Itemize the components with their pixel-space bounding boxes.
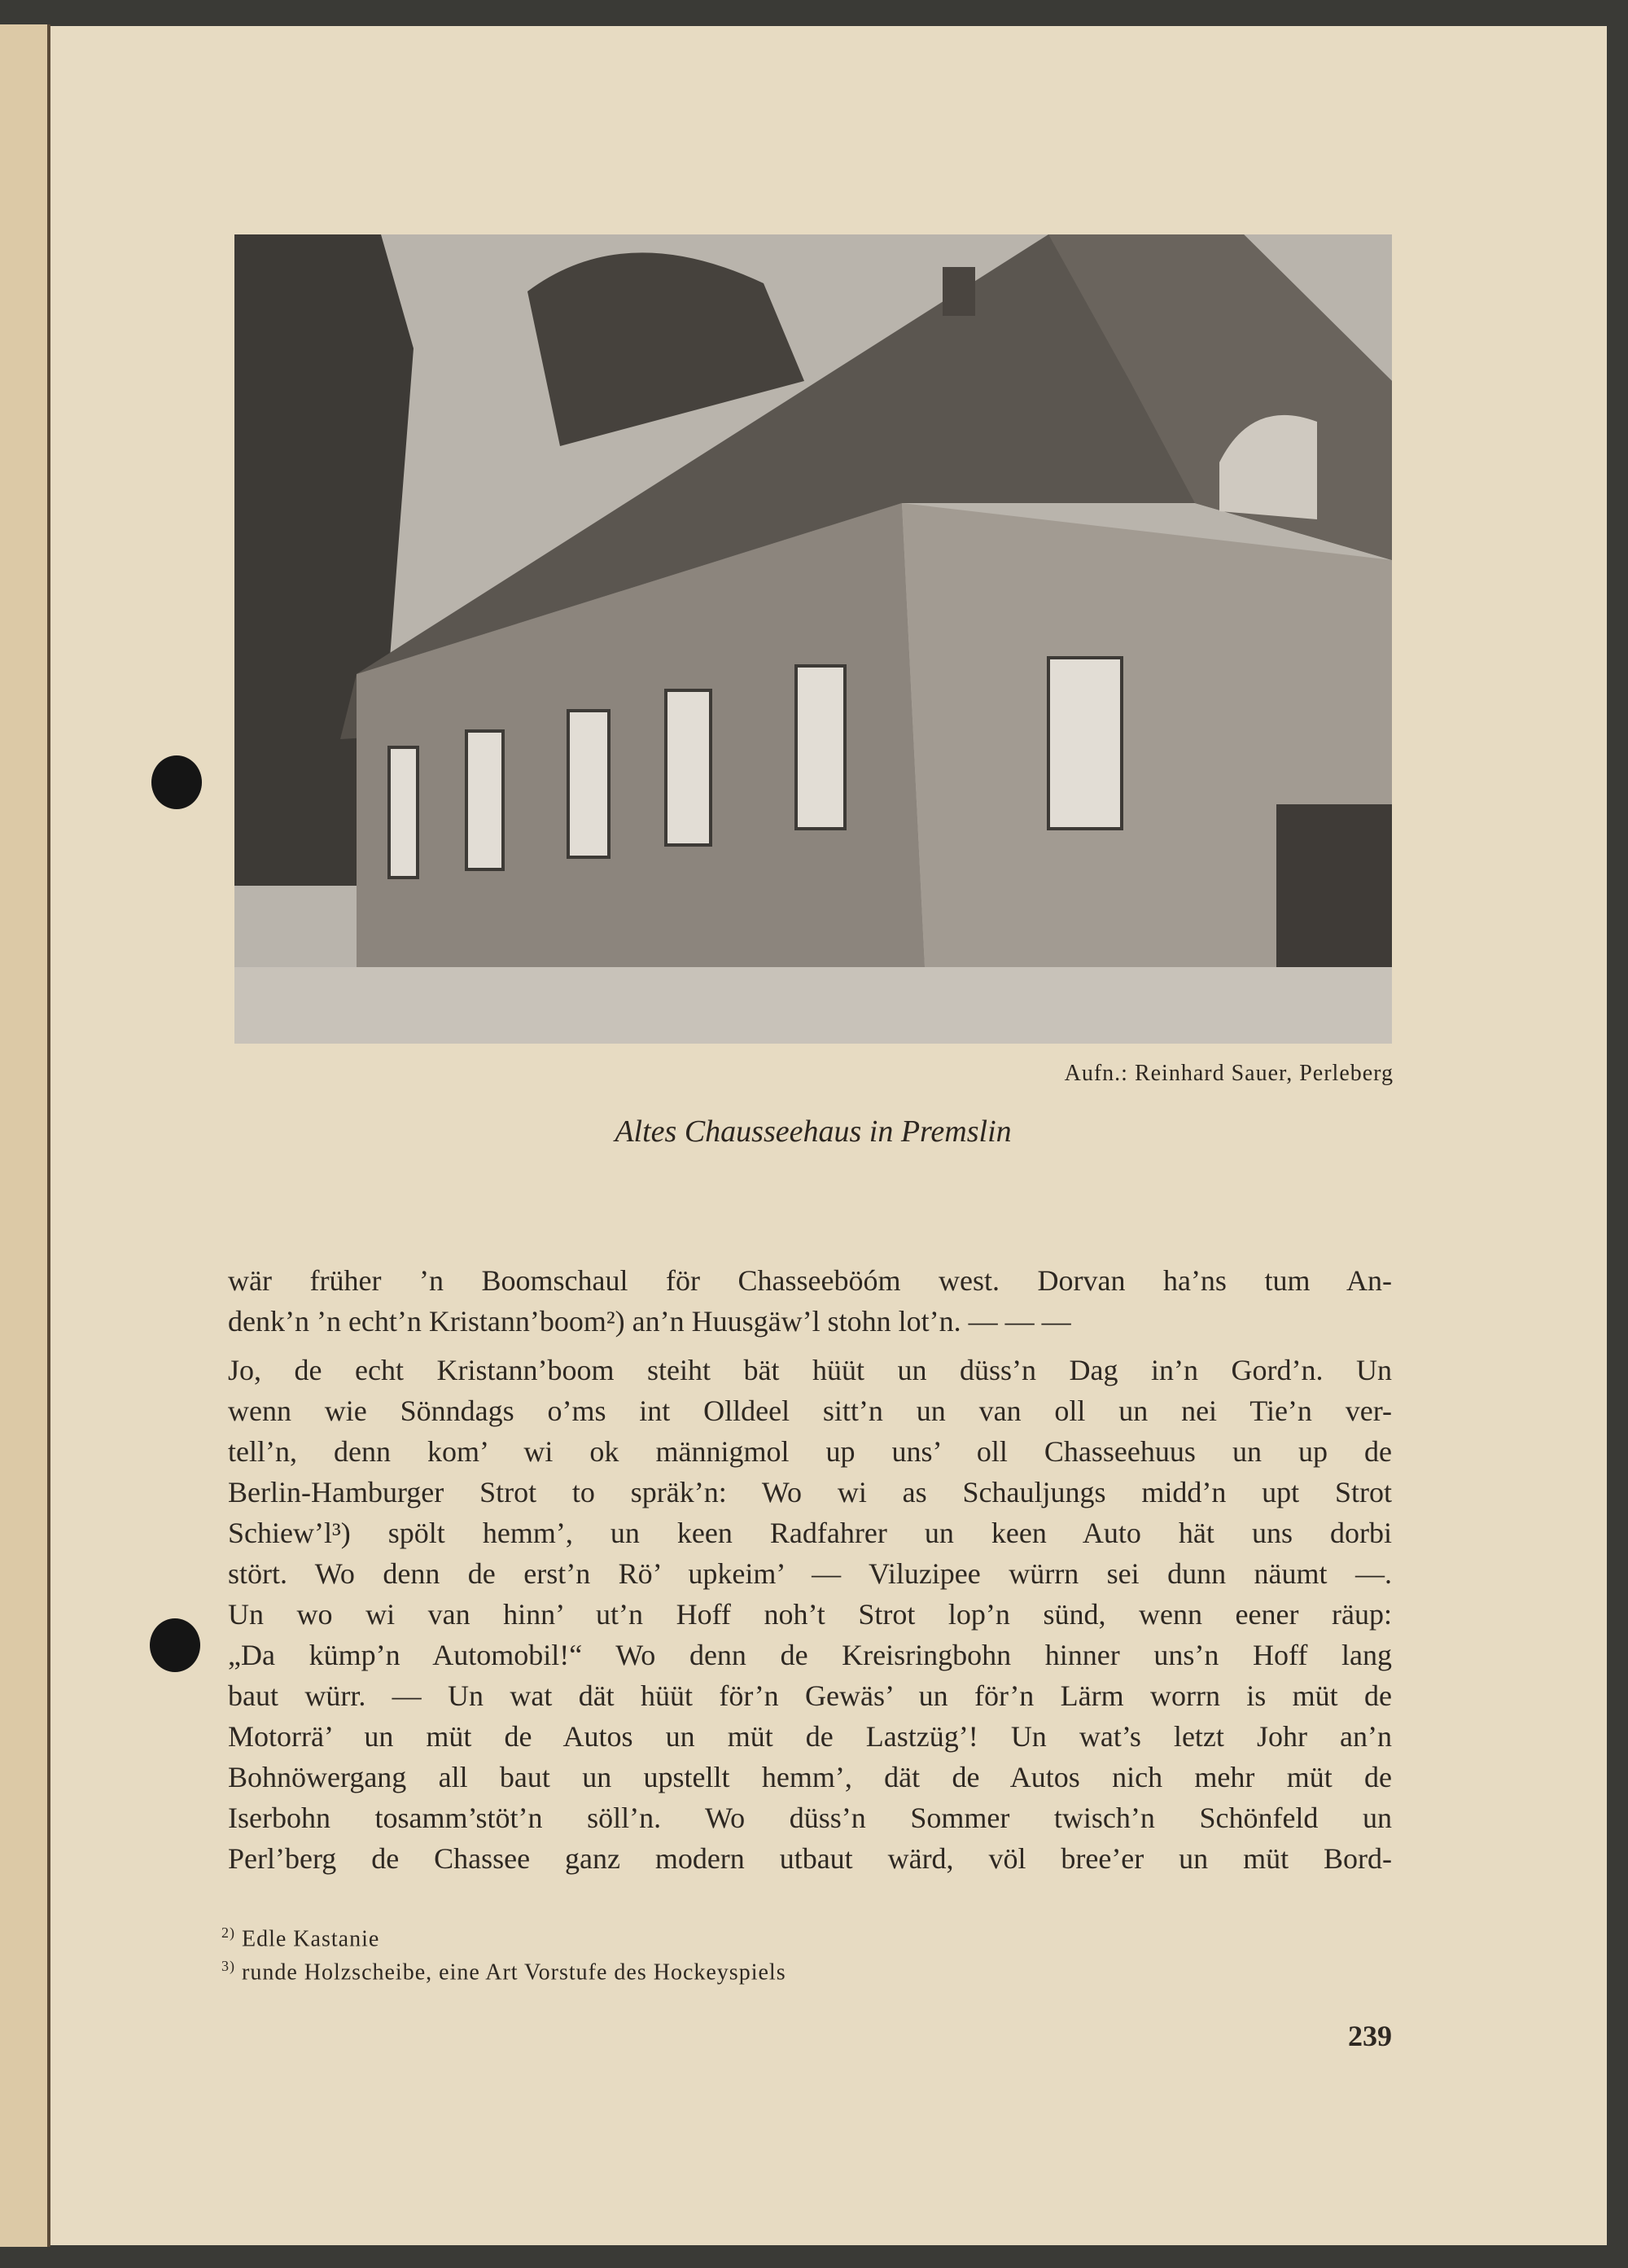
text-line: tell’n, denn kom’ wi ok männigmol up uns’ oll Chasseehuus un up de — [228, 1435, 1392, 1468]
text-line: Motorrä’ un müt de Autos un müt de Lastzüg’! Un wat’s letzt Johr an’n — [228, 1720, 1392, 1753]
text-line: stört. Wo denn de erst’n Rö’ upkeim’ — Viluzipee würrn sei dunn näumt —. — [228, 1557, 1392, 1590]
text-line: Berlin-Hamburger Strot to spräk’n: Wo wi as Schauljungs midd’n upt Strot — [228, 1476, 1392, 1508]
photo-caption: Altes Chausseehaus in Premslin — [615, 1114, 1012, 1149]
paragraph — [228, 1350, 1392, 1879]
punch-hole — [150, 1618, 200, 1672]
footnote — [221, 1958, 786, 1986]
footnote-text: Edle Kastanie — [242, 1926, 380, 1952]
text-line: Un wo wi van hinn’ ut’n Hoff noh’t Strot lop’n sünd, wenn eener räup: — [228, 1598, 1392, 1631]
paragraph — [228, 1260, 1392, 1342]
text-line: wenn wie Sönndags o’ms int Olldeel sitt’n un van oll un nei Tie’n ver- — [228, 1395, 1392, 1427]
text-line: Bohnöwergang all baut un upstellt hemm’, dät de Autos nich mehr müt de — [228, 1761, 1392, 1793]
footnote — [221, 1924, 379, 1952]
footnote-text: runde Holzscheibe, eine Art Vorstufe des Hockeyspiels — [242, 1959, 786, 1986]
text-line: Iserbohn tosamm’stöt’n söll’n. Wo düss’n Sommer twisch’n Schönfeld un — [228, 1802, 1392, 1834]
body-text — [228, 1260, 1392, 1879]
text-line: „Da kümp’n Automobil!“ Wo denn de Kreisringbohn hinner uns’n Hoff lang — [228, 1639, 1392, 1671]
text-line: wär früher ’n Boomschaul för Chasseeböóm west. Dorvan ha’ns tum An- — [228, 1264, 1392, 1297]
facing-page-edge — [0, 24, 50, 2247]
house-photo — [234, 234, 1392, 1044]
punch-hole — [151, 755, 202, 809]
text-line: Jo, de echt Kristann’boom steiht bät hüüt un düss’n Dag in’n Gord’n. Un — [228, 1354, 1392, 1386]
text-line: baut würr. — Un wat dät hüüt för’n Gewäs’ un för’n Lärm worrn is müt de — [228, 1679, 1392, 1712]
footnote-mark: 2) — [221, 1924, 235, 1941]
text-line: Perl’berg de Chassee ganz modern utbaut wärd, völ bree’er un müt Bord- — [228, 1842, 1392, 1875]
footnote-mark: 3) — [221, 1958, 235, 1974]
photo-credit: Aufn.: Reinhard Sauer, Perleberg — [1064, 1061, 1394, 1086]
text-line: Schiew’l³) spölt hemm’, un keen Radfahrer un keen Auto hät uns dorbi — [228, 1517, 1392, 1549]
page-number: 239 — [1348, 2020, 1392, 2052]
text-line: denk’n ’n echt’n Kristann’boom²) an’n Huusgäw’l stohn lot’n. — — — — [228, 1305, 1071, 1338]
